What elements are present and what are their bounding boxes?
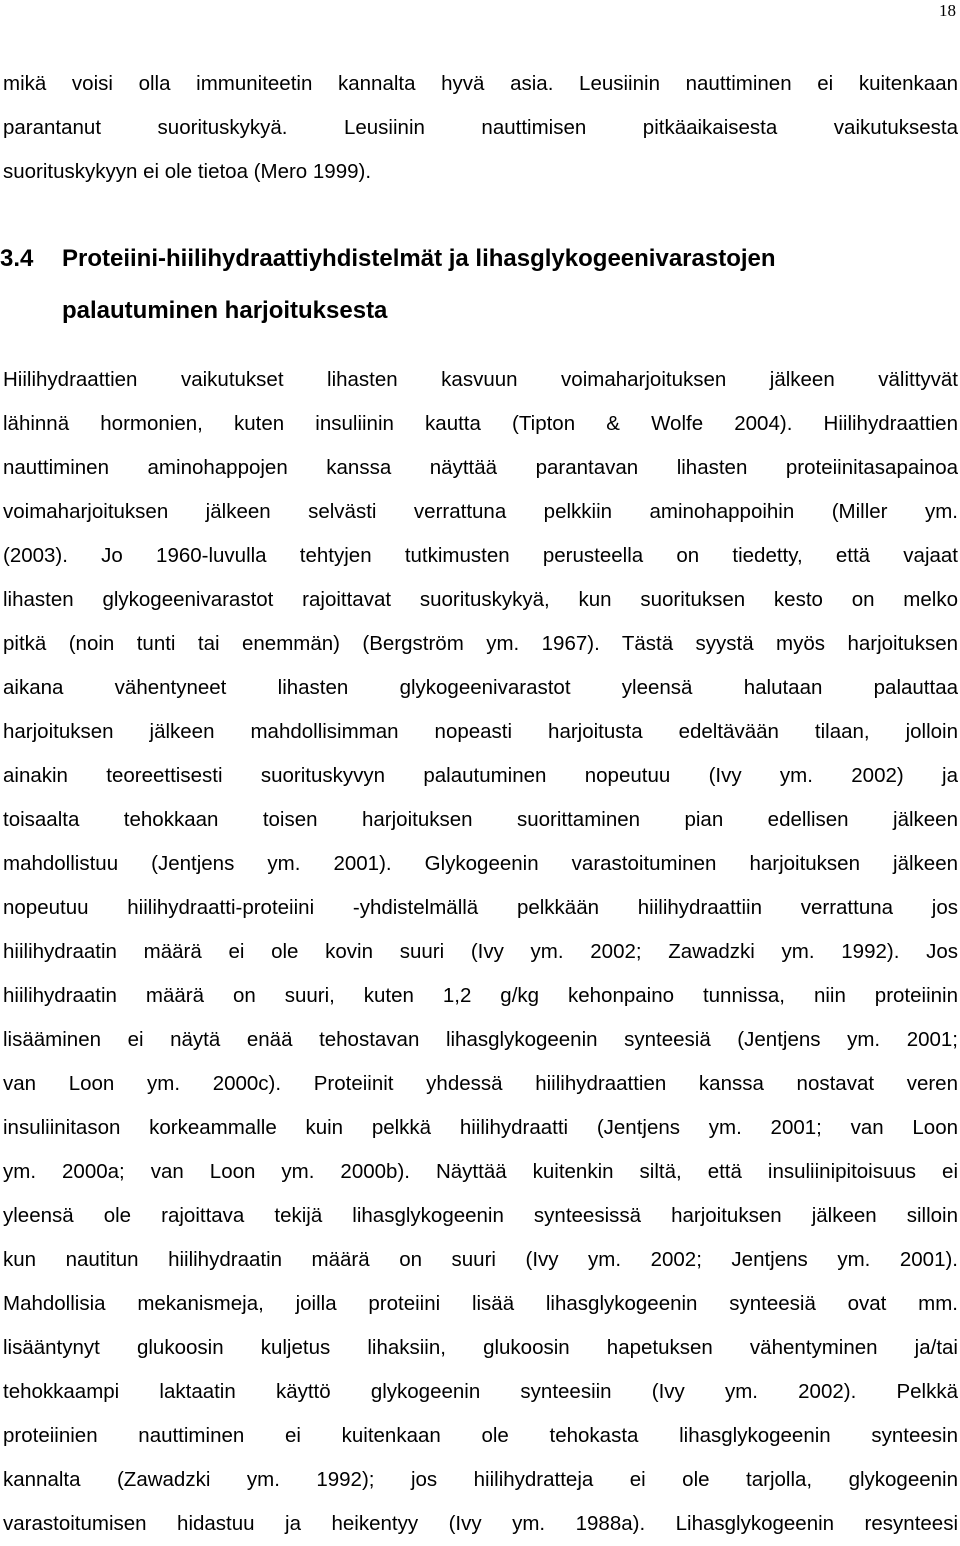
text-line: yleensä ole rajoittava tekijä lihasglykogeenin synteesissä harjoituksen jälkeen silloin [3, 1204, 958, 1227]
text-line: hiilihydraatin määrä ei ole kovin suuri (Ivy ym. 2002; Zawadzki ym. 1992). Jos [3, 940, 958, 963]
text-line: harjoituksen jälkeen mahdollisimman nopeasti harjoitusta edeltävään tilaan, jolloin [3, 720, 958, 743]
text-line: aikana vähentyneet lihasten glykogeenivarastot yleensä halutaan palauttaa [3, 676, 958, 699]
text-line: mikä voisi olla immuniteetin kannalta hyvä asia. Leusiinin nauttiminen ei kuitenkaan [3, 72, 958, 95]
text-line: parantanut suorituskykyä. Leusiinin nauttimisen pitkäaikaisesta vaikutuksesta [3, 116, 958, 139]
text-line: toisaalta tehokkaan toisen harjoituksen suorittaminen pian edellisen jälkeen [3, 808, 958, 831]
text-line: ym. 2000a; van Loon ym. 2000b). Näyttää kuitenkin siltä, että insuliinipitoisuus ei [3, 1160, 958, 1183]
text-line: kun nautitun hiilihydraatin määrä on suuri (Ivy ym. 2002; Jentjens ym. 2001). [3, 1248, 958, 1271]
text-line: tehokkaampi laktaatin käyttö glykogeenin synteesiin (Ivy ym. 2002). Pelkkä [3, 1380, 958, 1403]
section-title-line-2: palautuminen harjoituksesta [62, 297, 388, 324]
text-line: hiilihydraatin määrä on suuri, kuten 1,2 g/kg kehonpaino tunnissa, niin proteiinin [3, 984, 958, 1007]
text-line: lihasten glykogeenivarastot rajoittavat suorituskykyä, kun suorituksen kesto on melko [3, 588, 958, 611]
section-heading [0, 233, 958, 337]
text-line: van Loon ym. 2000c). Proteiinit yhdessä hiilihydraattien kanssa nostavat veren [3, 1072, 958, 1095]
text-line: Hiilihydraattien vaikutukset lihasten kasvuun voimaharjoituksen jälkeen välittyvät [3, 368, 958, 391]
text-line: insuliinitason korkeammalle kuin pelkkä hiilihydraatti (Jentjens ym. 2001; van Loon [3, 1116, 958, 1139]
text-line: nauttiminen aminohappojen kanssa näyttää parantavan lihasten proteiinitasapainoa [3, 456, 958, 479]
text-line: lähinnä hormonien, kuten insuliinin kautta (Tipton & Wolfe 2004). Hiilihydraattien [3, 412, 958, 435]
text-line: (2003). Jo 1960-luvulla tehtyjen tutkimusten perusteella on tiedetty, että vajaat [3, 544, 958, 567]
section-title-line-1: Proteiini-hiilihydraattiyhdistelmät ja lihasglykogeenivarastojen [62, 245, 776, 272]
text-line: mahdollistuu (Jentjens ym. 2001). Glykogeenin varastoituminen harjoituksen jälkeen [3, 852, 958, 875]
text-line: ainakin teoreettisesti suorituskyvyn palautuminen nopeutuu (Ivy ym. 2002) ja [3, 764, 958, 787]
text-line: proteiinien nauttiminen ei kuitenkaan ole tehokasta lihasglykogeenin synteesin [3, 1424, 958, 1447]
text-line: kannalta (Zawadzki ym. 1992); jos hiilihydratteja ei ole tarjolla, glykogeenin [3, 1468, 958, 1491]
intro-paragraph [3, 62, 958, 194]
main-paragraph [3, 358, 958, 1546]
text-line: nopeutuu hiilihydraatti-proteiini -yhdistelmällä pelkkään hiilihydraattiin verrattuna jos [3, 896, 958, 919]
text-line: lisääminen ei näytä enää tehostavan lihasglykogeenin synteesiä (Jentjens ym. 2001; [3, 1028, 958, 1051]
page-number: 18 [939, 1, 956, 20]
text-line: pitkä (noin tunti tai enemmän) (Bergström ym. 1967). Tästä syystä myös harjoituksen [3, 632, 958, 655]
text-line: Mahdollisia mekanismeja, joilla proteiini lisää lihasglykogeenin synteesiä ovat mm. [3, 1292, 958, 1315]
text-line: varastoitumisen hidastuu ja heikentyy (Ivy ym. 1988a). Lihasglykogeenin resynteesi [3, 1512, 958, 1535]
section-number: 3.4 [0, 245, 34, 272]
text-line: suorituskykyyn ei ole tietoa (Mero 1999). [3, 160, 372, 183]
text-line: lisääntynyt glukoosin kuljetus lihaksiin, glukoosin hapetuksen vähentyminen ja/tai [3, 1336, 958, 1359]
text-line: voimaharjoituksen jälkeen selvästi verrattuna pelkkiin aminohappoihin (Miller ym. [3, 500, 958, 523]
